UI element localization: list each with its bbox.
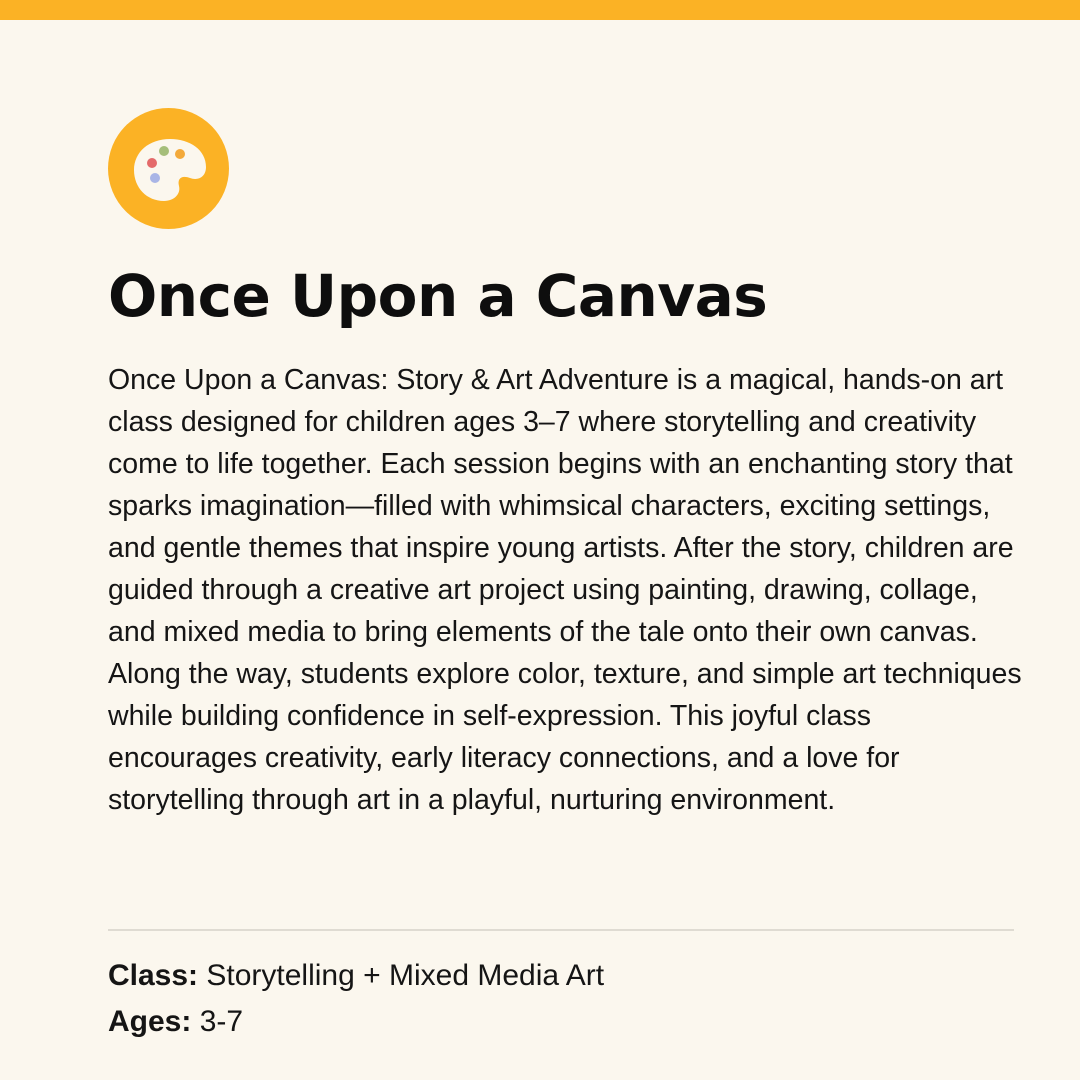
palette-shape [134, 139, 206, 201]
paint-dot-red [147, 158, 157, 168]
divider [108, 929, 1014, 931]
paint-dot-orange [175, 149, 185, 159]
class-detail-row [108, 953, 604, 999]
class-value: Storytelling + Mixed Media Art [206, 959, 605, 992]
ages-value: 3-7 [199, 1005, 244, 1038]
ages-detail-row [108, 999, 604, 1045]
class-details [108, 953, 604, 1045]
page-title: Once Upon a Canvas [108, 262, 768, 330]
paint-dot-green [159, 146, 169, 156]
top-accent-bar [0, 0, 1080, 20]
palette-badge [108, 108, 229, 229]
ages-label: Ages: [108, 1005, 192, 1038]
class-description: Once Upon a Canvas: Story & Art Adventure is a magical, hands-on art class designed for children ages 3–7 where storytelling and creativity come to life together. Each session begins with an enchanting story that sparks imagination—filled with whimsical characters, exciting settings, and gentle themes that inspire young artists. After the story, children are guided through a creative art project using painting, drawing, collage, and mixed media to bring elements of the tale onto their own canvas. Along the way, students explore color, texture, and simple art techniques while building confidence in self-expression. This joyful class encourages creativity, early literacy connections, and a love for storytelling through art in a playful, nurturing environment. [108, 364, 1022, 816]
paint-dot-blue [150, 173, 160, 183]
class-label: Class: [108, 959, 199, 992]
palette-icon [132, 137, 208, 203]
